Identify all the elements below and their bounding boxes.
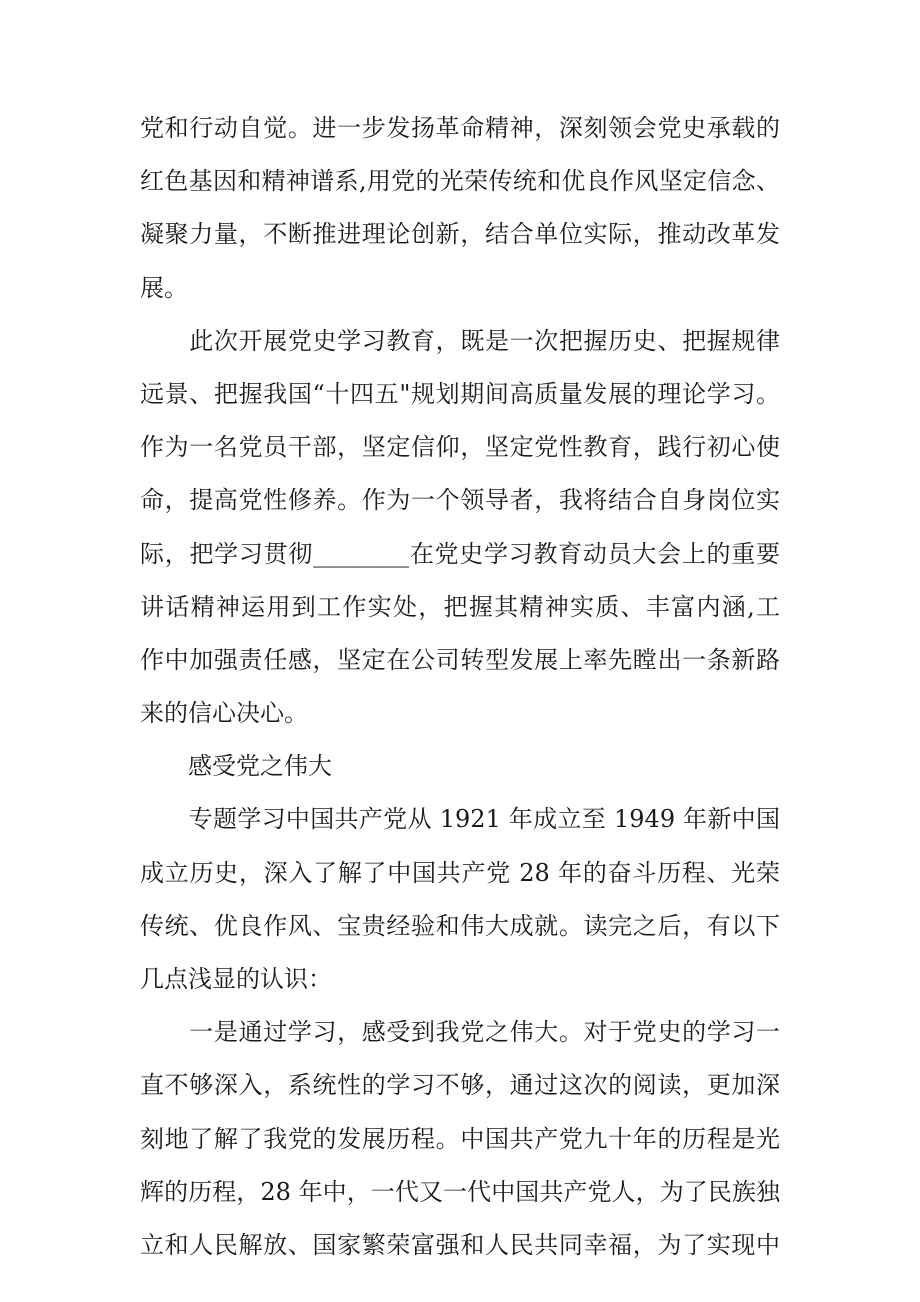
text-line: 红色基因和精神谱系,用党的光荣传统和优良作风坚定信念、 bbox=[140, 167, 780, 196]
text-line: 远景、把握我国“十四五"规划期间高质量发展的理论学习。 bbox=[140, 379, 780, 408]
text-line: 刻地了解了我党的发展历程。中国共产党九十年的历程是光 bbox=[140, 1124, 780, 1153]
text-line: 专题学习中国共产党从 1921 年成立至 1949 年新中国 bbox=[140, 805, 780, 834]
text-line: 际，把学习贯彻________在党史学习教育动员大会上的重要 bbox=[140, 539, 780, 568]
text-line: 作为一名党员干部，坚定信仰，坚定党性教育，践行初心使 bbox=[140, 433, 780, 462]
text-line: 作中加强责任感，坚定在公司转型发展上率先瞠出一条新路 bbox=[140, 645, 780, 674]
text-line: 立和人民解放、国家繁荣富强和人民共同幸福，为了实现中 bbox=[140, 1230, 780, 1259]
text-line: 传统、优良作风、宝贵经验和伟大成就。读完之后，有以下 bbox=[140, 911, 780, 940]
text-line: 凝聚力量，不断推进理论创新，结合单位实际，推动改革发 bbox=[140, 220, 780, 249]
section-heading: 感受党之伟大 bbox=[140, 752, 332, 781]
text-line: 讲话精神运用到工作实处，把握其精神实质、丰富内涵,工 bbox=[140, 592, 780, 621]
document-page bbox=[140, 102, 780, 1272]
text-line: 党和行动自觉。进一步发扬革命精神，深刻领会党史承载的 bbox=[140, 114, 780, 142]
text-line: 辉的历程，28 年中，一代又一代中国共产党人，为了民族独 bbox=[140, 1177, 780, 1206]
text-line: 一是通过学习，感受到我党之伟大。对于党史的学习一 bbox=[140, 1018, 780, 1047]
text-line: 直不够深入，系统性的学习不够，通过这次的阅读，更加深 bbox=[140, 1071, 780, 1100]
text-line: 命，提高党性修养。作为一个领导者，我将结合自身岗位实 bbox=[140, 486, 780, 515]
text-line: 此次开展党史学习教育，既是一次把握历史、把握规律 bbox=[140, 326, 780, 355]
text-line: 几点浅显的认识： bbox=[140, 965, 332, 993]
text-line: 来的信心决心。 bbox=[140, 699, 308, 728]
text-line: 展。 bbox=[140, 273, 188, 302]
text-line: 成立历史，深入了解了中国共产党 28 年的奋斗历程、光荣 bbox=[140, 858, 780, 887]
